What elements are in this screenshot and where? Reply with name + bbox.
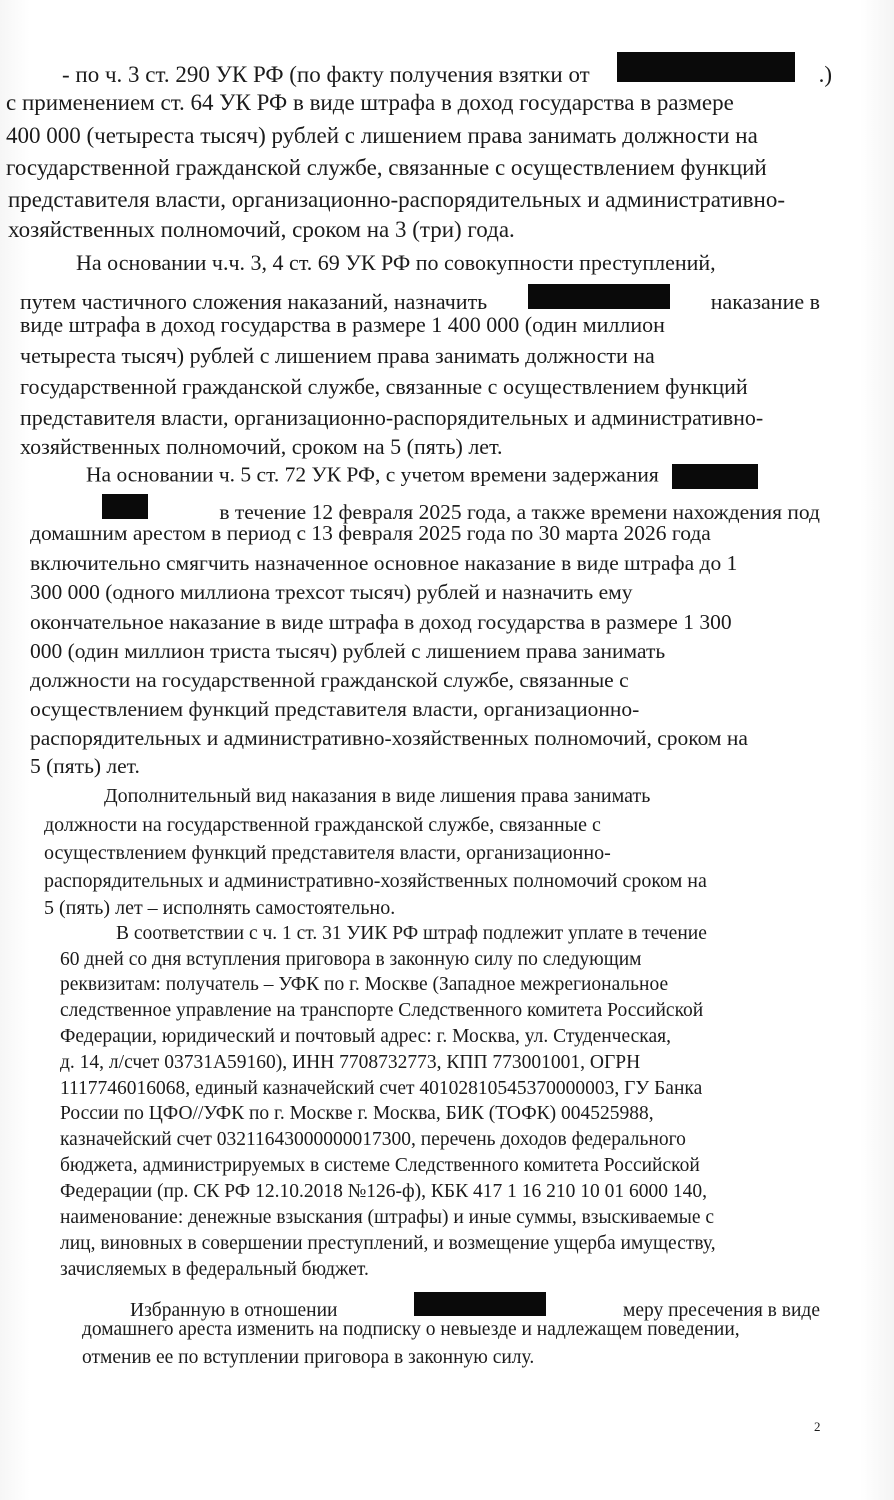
text-segment: в течение 12 февраля 2025 года, а также времени нахождения под xyxy=(219,500,820,524)
text-segment: домашнего ареста изменить на подписку о невыезде и надлежащем поведении, xyxy=(82,1319,740,1340)
text-line xyxy=(20,345,820,367)
text-segment: реквизитам: получатель – УФК по г. Москве (Западное межрегиональное xyxy=(60,974,669,995)
text-line xyxy=(82,1348,534,1368)
text-line xyxy=(60,975,816,995)
text-line xyxy=(30,612,820,634)
text-segment: 000 (один миллион триста тысяч) рублей с лишением права занимать xyxy=(30,639,666,663)
text-line xyxy=(6,91,828,114)
text-segment: государственной гражданской службе, связанные с осуществлением функций xyxy=(20,374,748,399)
text-segment: представителя власти, организационно-распорядительных и административно- xyxy=(20,405,764,430)
text-segment: представителя власти, организационно-распорядительных и административно- xyxy=(8,187,786,212)
text-line xyxy=(8,188,828,211)
text-segment: включительно смягчить назначенное основное наказание в виде штрафа до 1 xyxy=(30,551,738,575)
text-line xyxy=(20,376,820,398)
redaction-block xyxy=(672,464,758,489)
text-line xyxy=(62,52,832,86)
text-line xyxy=(60,1001,816,1021)
text-segment: осуществлением функций представителя власти, организационно- xyxy=(30,697,640,721)
text-segment: д. 14, л/счет 03731А59160), ИНН 7708732773, КПП 773001001, ОГРН xyxy=(60,1052,641,1073)
text-line xyxy=(30,494,820,524)
text-segment: казначейский счет 03211643000000017300, перечень доходов федерального xyxy=(60,1129,686,1150)
redaction-block xyxy=(528,284,670,309)
text-line xyxy=(60,1027,816,1047)
text-segment: 5 (пять) лет. xyxy=(30,754,140,778)
text-line xyxy=(60,1260,369,1280)
text-line xyxy=(30,670,820,692)
text-line xyxy=(130,1292,820,1321)
text-segment: лиц, виновных в совершении преступлений, и возмещение ущерба имуществу, xyxy=(60,1233,716,1254)
text-line xyxy=(60,950,816,970)
text-segment: наименование: денежные взыскания (штрафы) и иные суммы, взыскиваемые с xyxy=(60,1207,715,1228)
text-segment: России по ЦФО//УФК по г. Москве г. Москва, БИК (ТОФК) 004525988, xyxy=(60,1103,654,1124)
text-segment: 5 (пять) лет – исполнять самостоятельно. xyxy=(44,897,396,919)
text-line xyxy=(8,218,515,241)
text-segment: В соответствии с ч. 1 ст. 31 УИК РФ штраф подлежит уплате в течение xyxy=(116,923,707,944)
text-line xyxy=(30,553,820,575)
text-line xyxy=(60,1156,816,1176)
text-segment: На основании ч. 5 ст. 72 УК РФ, с учетом времени задержания xyxy=(86,462,665,487)
text-segment: домашним арестом в период с 13 февраля 2025 года по 30 марта 2026 года xyxy=(30,521,711,545)
text-line xyxy=(44,843,816,863)
text-segment: На основании ч.ч. 3, 4 ст. 69 УК РФ по совокупности преступлений, xyxy=(76,250,716,275)
redaction-block xyxy=(102,494,148,519)
text-segment: бюджета, администрируемых в системе Следственного комитета Российской xyxy=(60,1155,700,1176)
text-line xyxy=(20,314,820,336)
text-segment: отменив ее по вступлении приговора в законную силу. xyxy=(82,1347,535,1368)
text-segment: Дополнительный вид наказания в виде лишения права занимать xyxy=(104,785,651,807)
text-line xyxy=(30,756,140,778)
text-line xyxy=(60,1130,816,1150)
text-line xyxy=(30,699,820,721)
redaction-block xyxy=(414,1292,546,1316)
text-segment: должности на государственной гражданской службе, связанные с xyxy=(44,814,601,836)
text-line xyxy=(30,641,820,663)
text-line xyxy=(30,523,820,545)
text-line xyxy=(104,786,816,806)
text-segment: четыреста тысяч) рублей с лишением права занимать должности на xyxy=(20,343,655,368)
text-segment: Избранную в отношении xyxy=(130,1300,338,1321)
text-line xyxy=(60,1053,816,1073)
text-line xyxy=(44,898,395,918)
page-number: 2 xyxy=(814,1419,821,1434)
text-segment: наказание в xyxy=(710,289,820,314)
text-segment: .) xyxy=(818,62,832,87)
text-segment: государственной гражданской службе, связанные с осуществлением функций xyxy=(6,155,767,180)
text-segment: 300 000 (одного миллиона трехсот тысяч) рублей и назначить ему xyxy=(30,580,633,604)
text-segment: 60 дней со дня вступления приговора в законную силу по следующим xyxy=(60,949,642,970)
text-segment: - по ч. 3 ст. 290 УК РФ (по факту получения взятки от xyxy=(62,62,590,87)
text-segment: Федерации (пр. СК РФ 12.10.2018 №126-ф), КБК 417 1 16 210 10 01 6000 140, xyxy=(60,1181,708,1202)
text-segment: 1117746016068, единый казначейский счет 40102810545370000003, ГУ Банка xyxy=(60,1078,703,1099)
text-segment: 400 000 (четыреста тысяч) рублей с лишением права занимать должности на xyxy=(6,123,758,148)
text-segment: распорядительных и административно-хозяйственных полномочий сроком на xyxy=(44,870,707,892)
redaction-block xyxy=(617,52,795,82)
text-line xyxy=(30,582,820,604)
text-segment: хозяйственных полномочий, сроком на 5 (пять) лет. xyxy=(20,434,503,459)
text-line xyxy=(60,1182,816,1202)
text-segment: должности на государственной гражданской службе, связанные с xyxy=(30,668,629,692)
text-line xyxy=(20,284,820,313)
text-line xyxy=(60,1234,816,1254)
text-line xyxy=(82,1320,822,1340)
text-segment: путем частичного сложения наказаний, назначить xyxy=(20,289,488,314)
text-line xyxy=(60,1079,816,1099)
text-segment: хозяйственных полномочий, сроком на 3 (три) года. xyxy=(8,217,515,242)
text-segment: зачисляемых в федеральный бюджет. xyxy=(60,1259,369,1280)
text-line xyxy=(44,815,816,835)
text-line xyxy=(20,436,503,458)
text-line xyxy=(116,924,816,944)
text-line xyxy=(20,407,820,429)
text-line xyxy=(6,124,828,147)
text-line xyxy=(60,1208,816,1228)
text-segment: с применением ст. 64 УК РФ в виде штрафа в доход государства в размере xyxy=(6,90,734,115)
text-line xyxy=(86,464,758,489)
text-line xyxy=(44,871,816,891)
text-segment: меру пресечения в виде xyxy=(623,1300,820,1321)
text-segment: окончательное наказание в виде штрафа в доход государства в размере 1 300 xyxy=(30,610,732,634)
text-line xyxy=(30,728,820,750)
text-segment: распорядительных и административно-хозяйственных полномочий, сроком на xyxy=(30,726,748,750)
text-segment: виде штрафа в доход государства в размере 1 400 000 (один миллион xyxy=(20,312,665,337)
text-segment: осуществлением функций представителя власти, организационно- xyxy=(44,842,611,864)
text-line xyxy=(6,156,828,179)
text-line xyxy=(60,1104,816,1124)
text-segment: Федерации, юридический и почтовый адрес: г. Москва, ул. Студенческая, xyxy=(60,1026,671,1047)
text-line xyxy=(76,252,820,274)
text-segment: следственное управление на транспорте Следственного комитета Российской xyxy=(60,1000,704,1021)
